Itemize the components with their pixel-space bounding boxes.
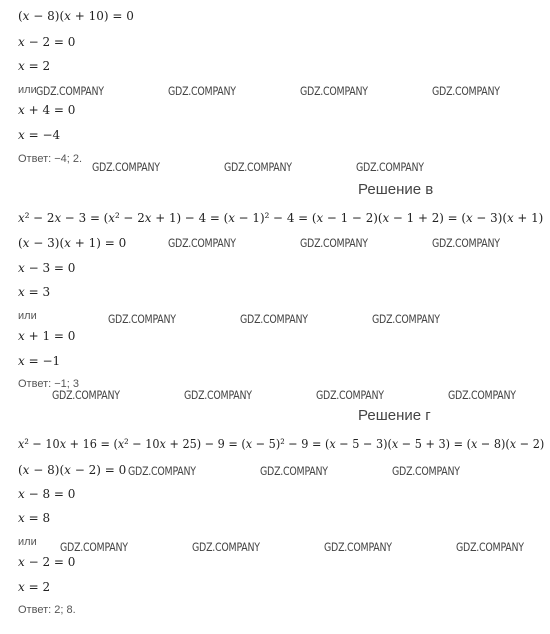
section-heading: Решение г	[358, 407, 431, 424]
equation-line: 𝑥² − 10𝑥 + 16 = (𝑥² − 10𝑥 + 25) − 9 = (𝑥 − 5)² − 9 = (𝑥 − 5 − 3)(𝑥 − 5 + 3) = (𝑥 − 8)(𝑥 − 2)	[18, 436, 545, 451]
watermark: GDZ.COMPANY	[300, 84, 368, 98]
equation-line: 𝑥 = 8	[18, 511, 51, 525]
equation-line: 𝑥 − 8 = 0	[18, 487, 76, 501]
equation-line: 𝑥 − 2 = 0	[18, 35, 76, 49]
watermark: GDZ.COMPANY	[168, 84, 236, 98]
equation-line: (𝑥 − 8)(𝑥 − 2) = 0	[18, 463, 127, 477]
watermark: GDZ.COMPANY	[392, 464, 460, 478]
equation-line: (𝑥 − 8)(𝑥 + 10) = 0	[18, 9, 134, 23]
watermark: GDZ.COMPANY	[432, 84, 500, 98]
equation-line: (𝑥 − 3)(𝑥 + 1) = 0	[18, 236, 127, 250]
watermark: GDZ.COMPANY	[324, 540, 392, 554]
watermark: GDZ.COMPANY	[456, 540, 524, 554]
equation-line: 𝑥 + 1 = 0	[18, 329, 76, 343]
text-line: или	[18, 536, 37, 548]
watermark: GDZ.COMPANY	[372, 312, 440, 326]
watermark: GDZ.COMPANY	[316, 388, 384, 402]
watermark: GDZ.COMPANY	[300, 236, 368, 250]
equation-line: 𝑥 = 3	[18, 285, 51, 299]
watermark: GDZ.COMPANY	[260, 464, 328, 478]
equation-line: 𝑥 − 2 = 0	[18, 555, 76, 569]
watermark: GDZ.COMPANY	[432, 236, 500, 250]
answer-line: Ответ: −4; 2.	[18, 153, 83, 165]
section-heading: Решение в	[358, 181, 434, 198]
watermark: GDZ.COMPANY	[448, 388, 516, 402]
watermark: GDZ.COMPANY	[36, 84, 104, 98]
watermark: GDZ.COMPANY	[60, 540, 128, 554]
watermark: GDZ.COMPANY	[168, 236, 236, 250]
text-line: или	[18, 310, 37, 322]
watermark: GDZ.COMPANY	[184, 388, 252, 402]
equation-line: 𝑥 = −4	[18, 128, 61, 142]
watermark: GDZ.COMPANY	[224, 160, 292, 174]
equation-line: 𝑥 = 2	[18, 59, 51, 73]
equation-line: 𝑥 = 2	[18, 580, 51, 594]
answer-line: Ответ: 2; 8.	[18, 604, 76, 616]
equation-line: 𝑥 = −1	[18, 354, 61, 368]
answer-line: Ответ: −1; 3	[18, 378, 79, 390]
equation-line: 𝑥² − 2𝑥 − 3 = (𝑥² − 2𝑥 + 1) − 4 = (𝑥 − 1)² − 4 = (𝑥 − 1 − 2)(𝑥 − 1 + 2) = (𝑥 − 3)(𝑥 + 1)	[18, 210, 544, 225]
equation-line: 𝑥 + 4 = 0	[18, 103, 76, 117]
watermark: GDZ.COMPANY	[52, 388, 120, 402]
watermark: GDZ.COMPANY	[356, 160, 424, 174]
text-line: или	[18, 84, 37, 96]
watermark: GDZ.COMPANY	[128, 464, 196, 478]
watermark: GDZ.COMPANY	[192, 540, 260, 554]
watermark: GDZ.COMPANY	[108, 312, 176, 326]
watermark: GDZ.COMPANY	[92, 160, 160, 174]
watermark: GDZ.COMPANY	[240, 312, 308, 326]
equation-line: 𝑥 − 3 = 0	[18, 261, 76, 275]
